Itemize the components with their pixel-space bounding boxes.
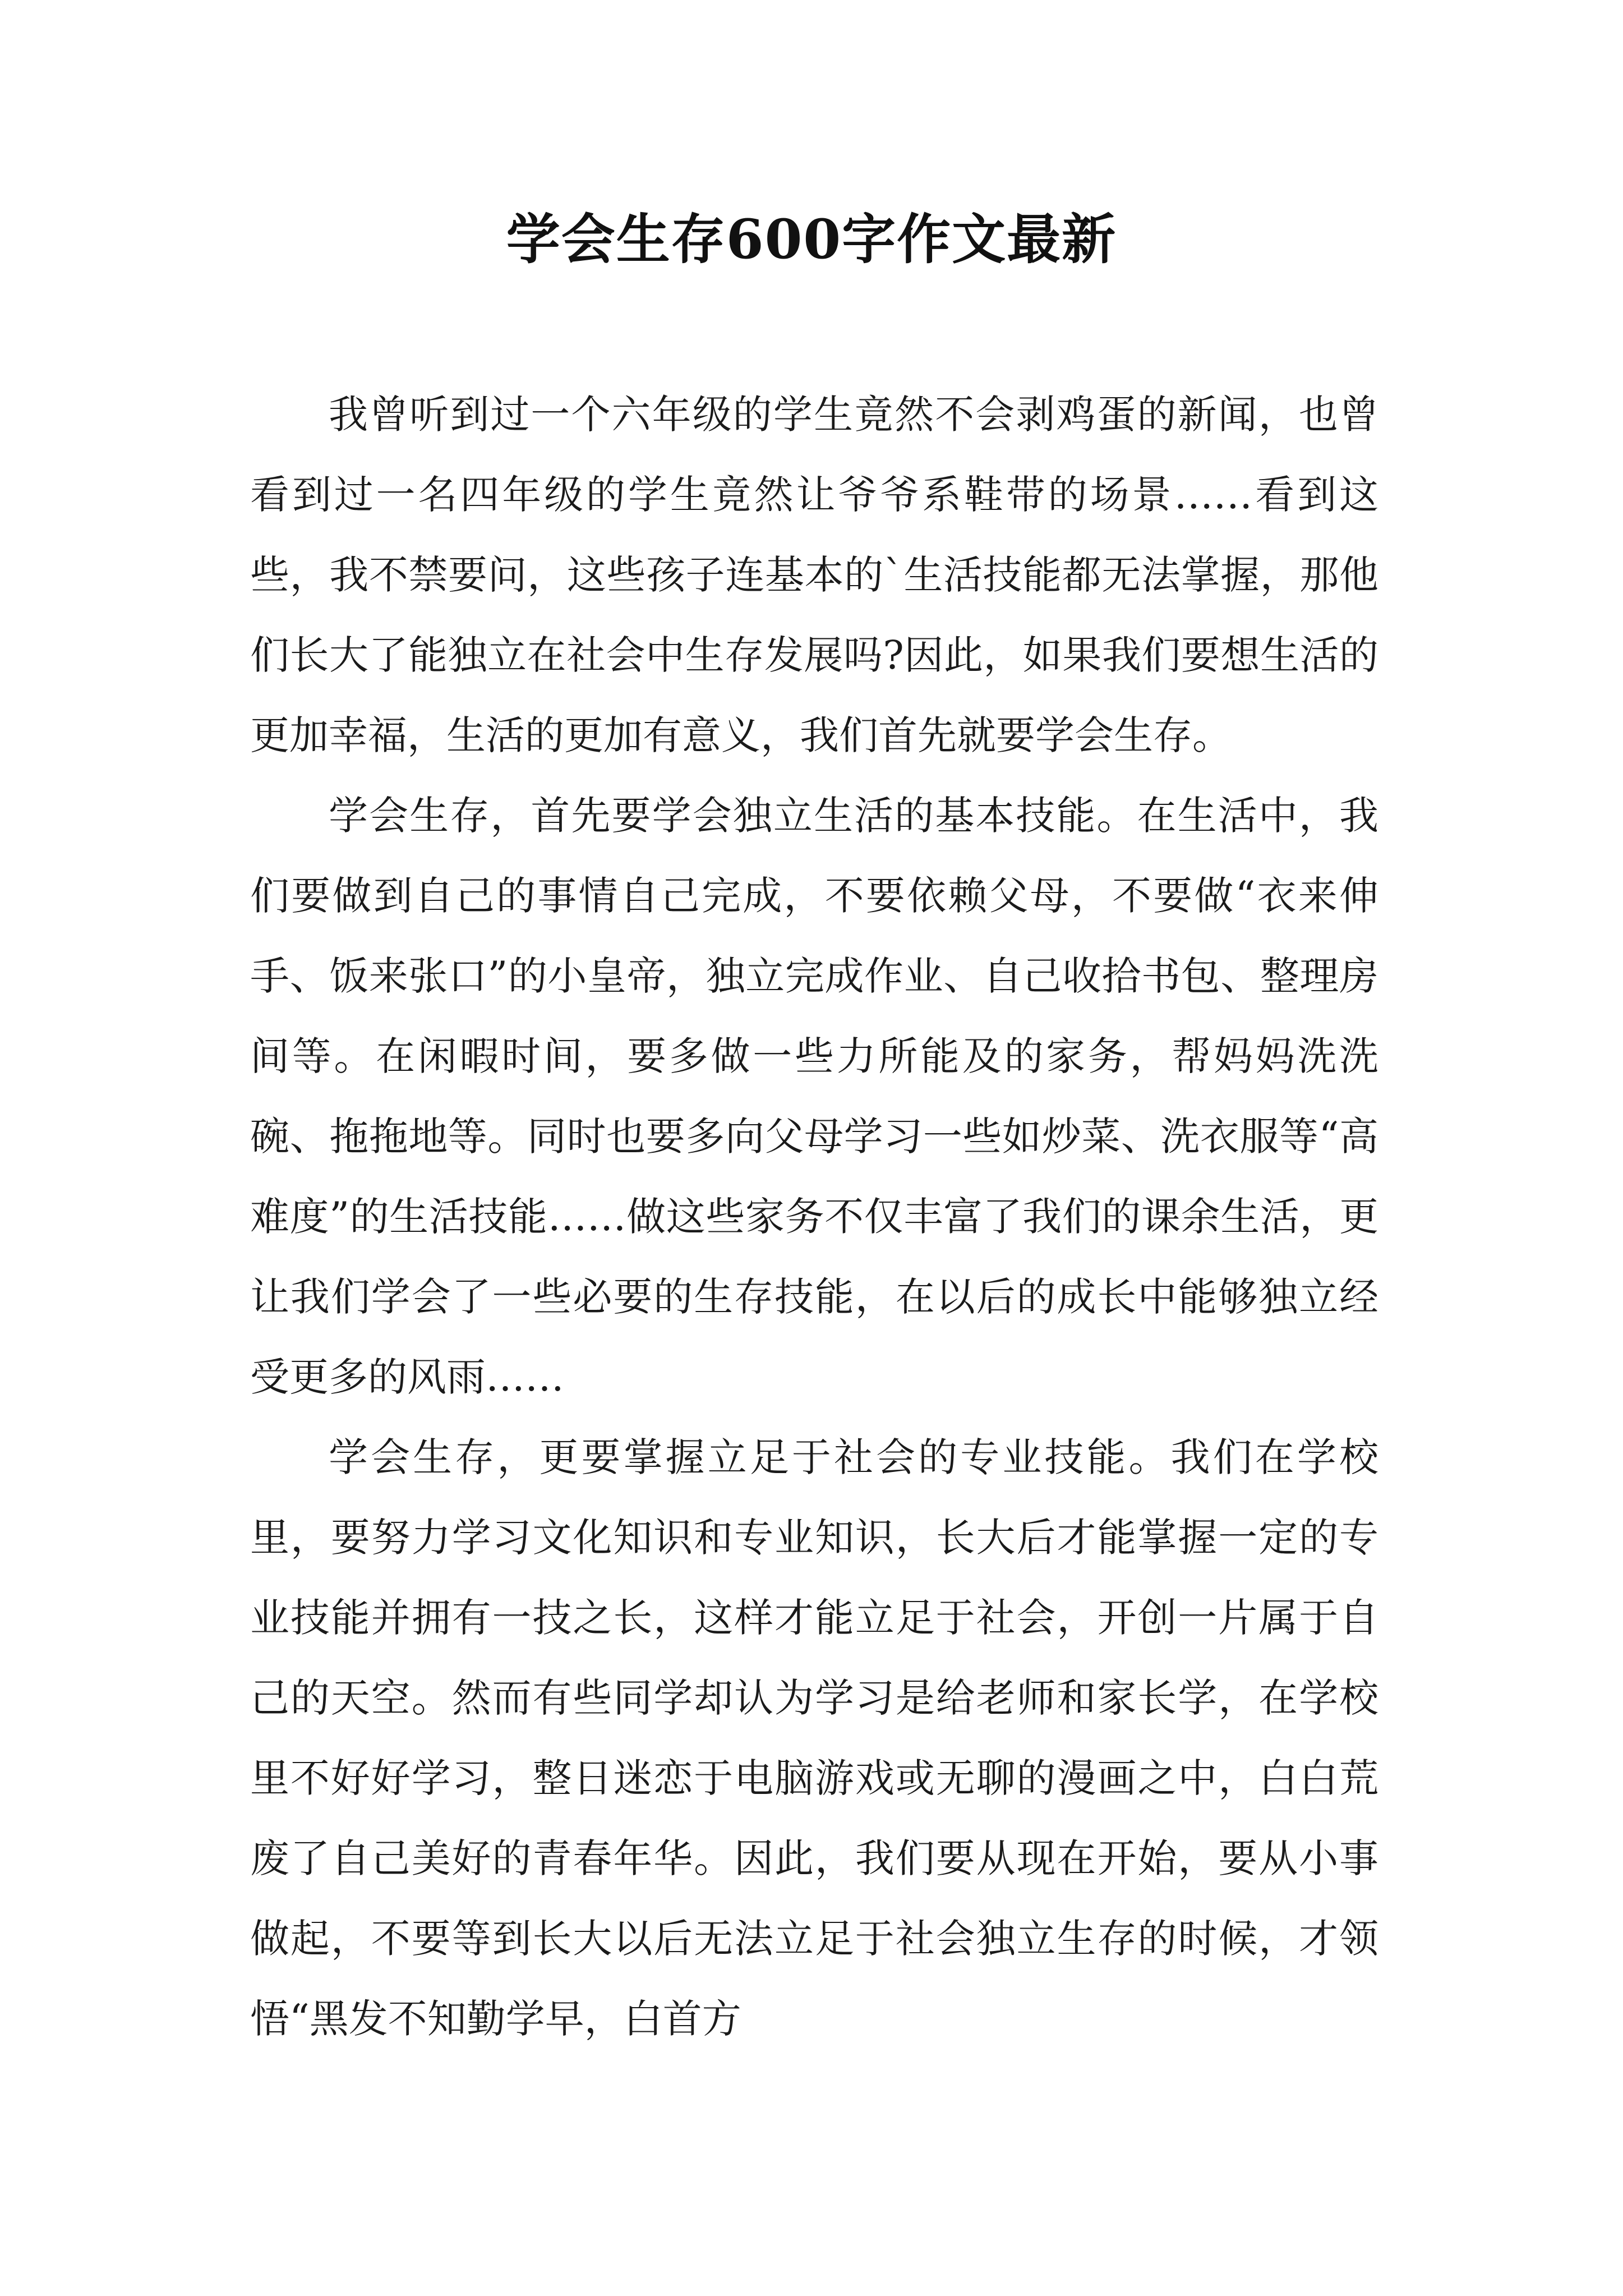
- paragraph-1: 我曾听到过一个六年级的学生竟然不会剥鸡蛋的新闻，也曾看到过一名四年级的学生竟然让爷爷系鞋带的场景……看到这些，我不禁要问，这些孩子连基本的`生活技能都无法掌握，那他们长大了能独立在社会中生存发展吗?因此，如果我们要想生活的更加幸福，生活的更加有意义，我们首先就要学会生存。: [250, 392, 1378, 758]
- paragraph-3: 学会生存，更要掌握立足于社会的专业技能。我们在学校里，要努力学习文化知识和专业知识，长大后才能掌握一定的专业技能并拥有一技之长，这样才能立足于社会，开创一片属于自己的天空。然而有些同学却认为学习是给老师和家长学，在学校里不好好学习，整日迷恋于电脑游戏或无聊的漫画之中，白白荒废了自己美好的青春年华。因此，我们要从现在开始，要从小事做起，不要等到长大以后无法立足于社会独立生存的时候，才领悟“黑发不知勤学早，白首方: [250, 1434, 1378, 2042]
- document-body: [250, 375, 1378, 2059]
- document-title: 学会生存600字作文最新: [506, 208, 1117, 271]
- paragraph-2: 学会生存，首先要学会独立生活的基本技能。在生活中，我们要做到自己的事情自己完成，不要依赖父母，不要做“衣来伸手、饭来张口”的小皇帝，独立完成作业、自己收拾书包、整理房间等。在闲暇时间，要多做一些力所能及的家务，帮妈妈洗洗碗、拖拖地等。同时也要多向父母学习一些如炒菜、洗衣服等“高难度”的生活技能……做这些家务不仅丰富了我们的课余生活，更让我们学会了一些必要的生存技能，在以后的成长中能够独立经受更多的风雨……: [250, 793, 1378, 1400]
